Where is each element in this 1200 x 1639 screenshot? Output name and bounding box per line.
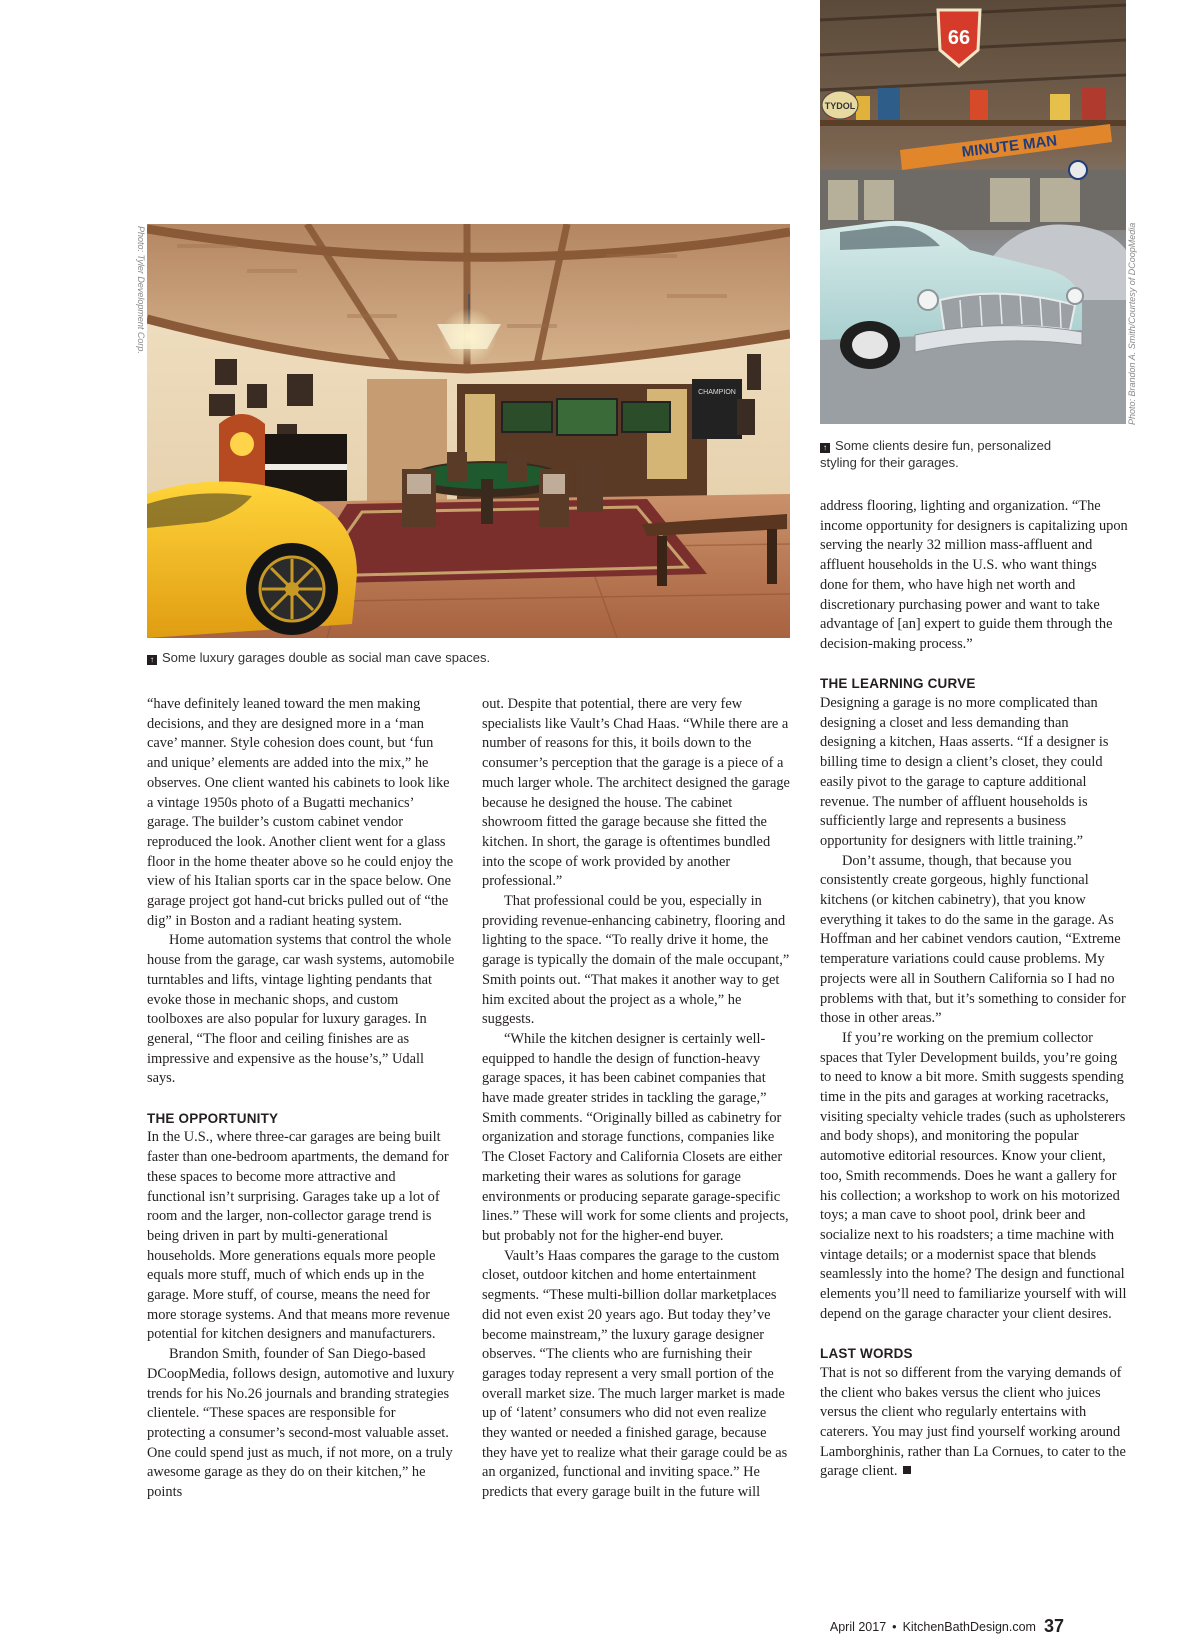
svg-text:66: 66 (947, 27, 971, 49)
caption-right-line1: Some clients desire fun, personalized (835, 438, 1052, 453)
paragraph: “While the kitchen designer is certainly well-equipped to handle the design of function-heavy garage spaces, it has been cabinet companies that have made greater strides in tackling the garage,” Smith comments. “Originally billed as cabinetry for organization and storage functions, companies like The Closet Factory and California Closets are either marketing their wares as solutions for garage environments or producing separate garage-specific lines.” These will work for some clients and projects, but probably not for the higher-end buyer. (482, 1030, 789, 1244)
svg-text:CHAMPION: CHAMPION (698, 389, 736, 396)
photo-credit-right: Photo: Brandon A. Smith/Courtesy of DCoopMedia (1127, 222, 1137, 425)
caption-right (820, 437, 1130, 471)
paragraph: Brandon Smith, founder of San Diego-based DCoopMedia, follows design, automotive and luxury trends for his No.26 journals and branding strategies clientele. “These spaces are responsible for protecting a consumer’s second-most valuable asset. One could spend just as much, if not more, on a truly awesome garage as they do on their kitchen,” he points (147, 1346, 455, 1501)
article-column-1 (147, 695, 455, 1503)
paragraph: “have definitely leaned toward the men making decisions, and they are designed more in a ‘man cave’ manner. Style cohesion does count, but ‘fun and unique’ elements are added into the mix,” he observes. One client wanted his cabinets to look like a vintage 1950s photo of a Bugatti mechanics’ garage. The builder’s custom cabinet vendor reproduced the look. Another client went for a glass floor in the home theater above so he could enjoy the view of his Italian sports car in the space below. One garage project got hand-cut bricks pulled out of “the dig” in Boston and a radiant heating system. (147, 696, 454, 929)
paragraph: address flooring, lighting and organization. “The income opportunity for designers is capitalizing upon serving the nearly 32 million mass-affluent and affluent households in the U.S. who want things done for them, who have high net worth and discretionary purchasing power and want to take advantage of [an] expert to guide them through the decision-making process.” (820, 498, 1128, 652)
website-link[interactable]: KitchenBathDesign.com (902, 1620, 1036, 1634)
page-footer (830, 1616, 1064, 1637)
paragraph (820, 1364, 1128, 1482)
vintage-garage-photo (820, 0, 1126, 424)
paragraph: If you’re working on the premium collector spaces that Tyler Development builds, you’re going to need to know a bit more. Smith suggests spending time in the pits and garages at working racetracks, visiting specialty vehicle trades (such as upholsterers and body shops), and monitoring the popular automotive editorial resources. Know your client, too, Smith recommends. Does he want a gallery for his collection; a workshop to work on his motorized toys; a man cave to shoot pool, drink beer and socialize next to his roadsters; a time machine with vintage details; or a modernist space that blends seamlessly into the home? The design and functional elements you’ll need to familiarize yourself with will depend on the garage character your client desires. (820, 1029, 1127, 1322)
heading-the-learning-curve: THE LEARNING CURVE (820, 676, 976, 692)
caption-left (147, 649, 797, 666)
paragraph: Home automation systems that control the whole house from the garage, car wash systems, automobile turntables and lifts, vintage lighting pendants that evoke those in mechanic shops, and custom toolboxes are also popular for luxury garages. In general, “The floor and ceiling finishes are as impressive and expensive as the house’s,” Udall says. (147, 932, 455, 1087)
paragraph: Designing a garage is no more complicated than designing a closet and less demanding than designing a kitchen, Haas asserts. “If a designer is billing time to design a client’s closet, they could easily pivot to the garage to capture additional revenue. The number of affluent households is sufficiently large and represents a business opportunity for designers with little training.” (820, 695, 1109, 849)
caption-left-text: Some luxury garages double as social man cave spaces. (162, 650, 491, 665)
last-paragraph-text: That is not so different from the varying demands of the client who bakes versus the client who juices versus the client who regularly entertains with caterers. You may just find yourself working around Lamborghinis, rather than La Cornues, to cater to the garage client. (820, 1364, 1126, 1480)
svg-text:MINUTE MAN: MINUTE MAN (960, 132, 1059, 161)
caption-arrow-icon: ↑ (147, 655, 157, 665)
caption-right-line2: styling for their garages. (820, 455, 959, 470)
photo-credit-left: Photo: Tyler Development Corp. (136, 226, 146, 354)
article-column-3 (820, 497, 1128, 1482)
paragraph: Don’t assume, though, that because you consistently create gorgeous, highly functional kitchens (or kitchen cabinetry), that you know everything it takes to do the same in the garage. As Hoffman and her cabinet vendors caution, “Extreme temperature variations could cause problems. My projects were all in Southern California so I had no problems with that, but it’s something to consider for those in other areas.” (820, 852, 1126, 1027)
article-column-2 (482, 695, 790, 1503)
paragraph: In the U.S., where three-car garages are being built faster than one-bedroom apartments, the demand for these spaces to become more attractive and functional isn’t surprising. Garages take up a lot of room and the larger, non-collector garage trend is being driven in part by multi-generational households. More generations equals more people equals more stuff, much of which ends up in the garage. More stuff, of course, means the need for more storage systems. And that means more revenue potential for kitchen designers and manufacturers. (147, 1129, 450, 1343)
caption-arrow-icon: ↑ (820, 443, 830, 453)
heading-last-words: LAST WORDS (820, 1346, 913, 1362)
paragraph: Vault’s Haas compares the garage to the custom closet, outdoor kitchen and home entertainment segments. “These multi-billion dollar marketplaces did not even exist 20 years ago. But today they’ve become mainstream,” the luxury garage designer observes. “The clients who are furnishing their garages today represent a very small portion of the overall market size. The much larger market is made up of ‘latent’ consumers who did not even realize they wanted or needed a finished garage, because they have yet to realize what their garage could be as an organized, functional and inviting space.” He predicts that every garage built in the future will (482, 1247, 788, 1501)
paragraph: out. Despite that potential, there are very few specialists like Vault’s Chad Haas. “While there are a number of reasons for this, it boils down to the consumer’s perception that the garage is a piece of a much larger whole. The architect designed the garage because he designed the house. The cabinet showroom fitted the garage because she fitted the kitchen. In short, the garage is oftentimes bundled into the scope of work provided by another professional.” (482, 696, 790, 890)
svg-text:TYDOL: TYDOL (824, 101, 856, 111)
issue-date: April 2017 (829, 1620, 887, 1634)
man-cave-garage-photo (147, 224, 790, 638)
heading-the-opportunity: THE OPPORTUNITY (147, 1110, 279, 1126)
paragraph: That professional could be you, especially in providing revenue-enhancing cabinetry, flooring and lighting to the space. “To really drive it home, the garage is typically the domain of the male occupant,” Smith points out. “That makes it another way to get him excited about the project as a whole,” he suggests. (482, 893, 790, 1028)
page-number: 37 (1043, 1616, 1064, 1636)
end-mark-icon (903, 1466, 911, 1474)
footer-separator: • (892, 1620, 897, 1634)
